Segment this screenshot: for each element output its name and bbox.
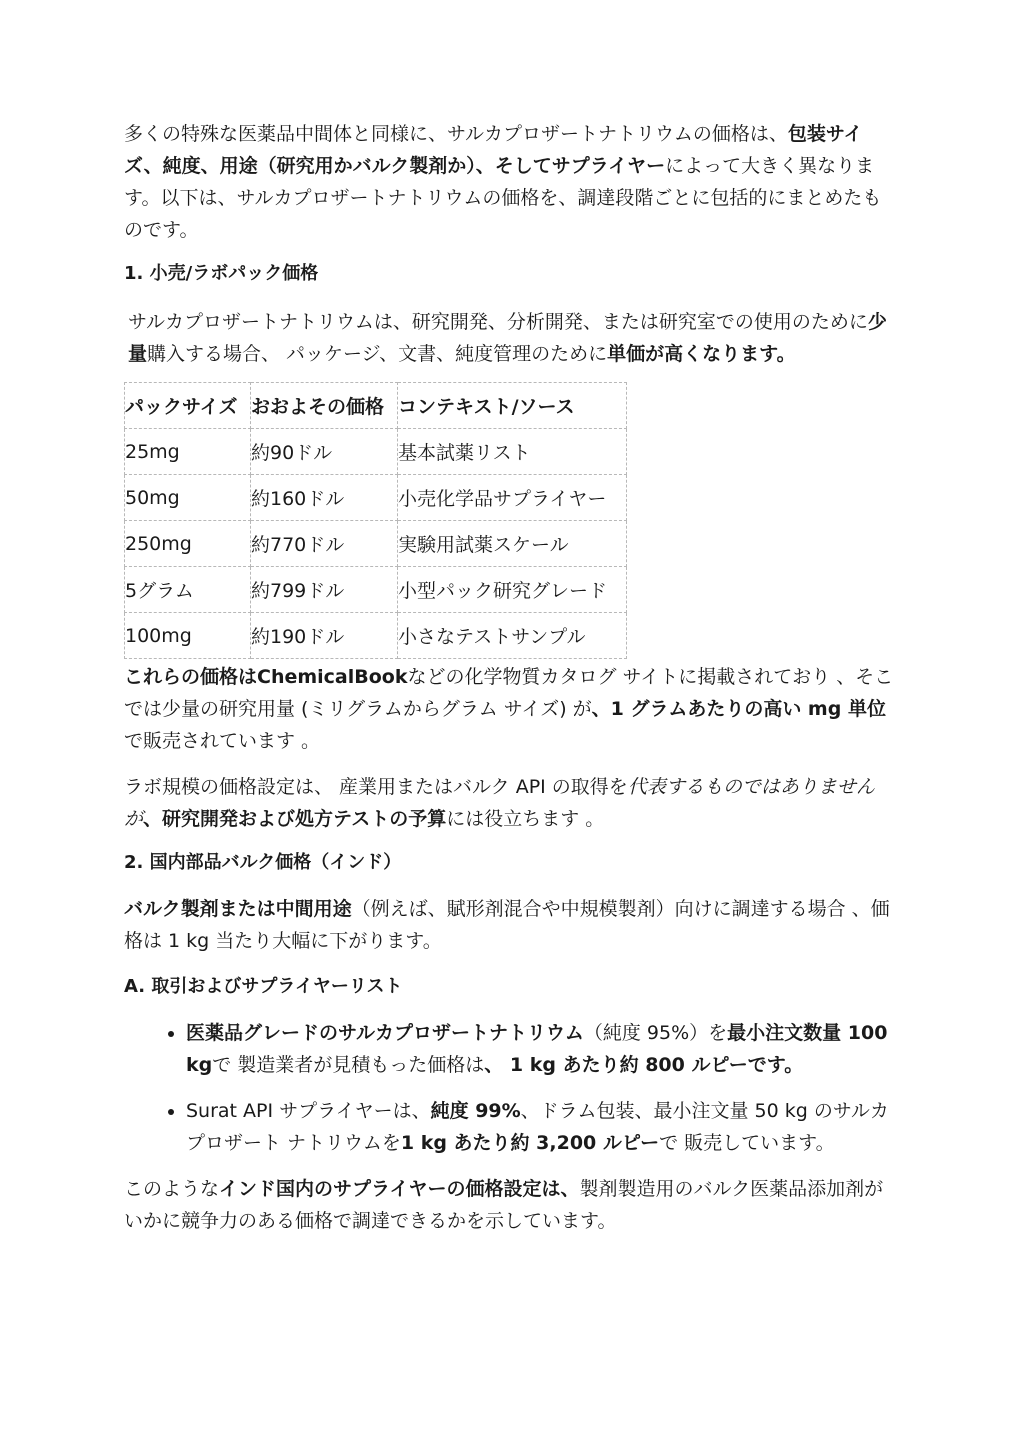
table-header-cell: おおよその価格 (251, 383, 398, 429)
table-row (125, 429, 627, 475)
intro-paragraph: 多くの特殊な医薬品中間体と同様に、サルカプロザートナトリウムの価格は、包装サイズ、純度、用途（研究用かバルク製剤か）、そしてサプライヤーによって大きく異なります。以下は、サルカプロザートナトリウムの価格を、調達段階ごとに包括的にまとめたものです。 (124, 123, 882, 241)
supplier-list (124, 1017, 899, 1159)
table-row (125, 613, 627, 659)
table-cell: 約770ドル (251, 521, 398, 567)
section2-paragraph: バルク製剤または中間用途（例えば、賦形剤混合や中規模製剤）向けに調達する場合 、価格は 1 kg 当たり大幅に下がります。 (124, 898, 890, 952)
table-cell: 約190ドル (251, 613, 398, 659)
table-cell: 約799ドル (251, 567, 398, 613)
table-cell: 小売化学品サプライヤー (398, 475, 627, 521)
section1-heading: 1. 小売/ラボパック価格 (124, 263, 319, 284)
document-page (124, 118, 899, 1237)
table-header-row (125, 383, 627, 429)
table-row (125, 521, 627, 567)
closing-paragraph: このようなインド国内のサプライヤーの価格設定は、製剤製造用のバルク医薬品添加剤がいかに競争力のある価格で調達できるかを示しています。 (124, 1178, 884, 1232)
lab-scale-paragraph: ラボ規模の価格設定は、 産業用またはバルク API の取得を代表するものではありませんが、研究開発および処方テストの予算には役立ちます 。 (124, 776, 875, 830)
table-cell: 50mg (125, 475, 251, 521)
table-cell: 基本試薬リスト (398, 429, 627, 475)
list-item: • Surat API サプライヤーは、純度 99%、ドラム包装、最小注文量 50 kg のサルカプロザート ナトリウムを1 kg あたり約 3,200 ルピーで 販売しています。 (186, 1095, 899, 1159)
section1-paragraph: サルカプロザートナトリウムは、研究開発、分析開発、または研究室での使用のために少量購入する場合、 パッケージ、文書、純度管理のために単価が高くなります。 (128, 311, 887, 365)
table-cell: 約160ドル (251, 475, 398, 521)
table-cell: 小型パック研究グレード (398, 567, 627, 613)
price-table (124, 382, 627, 659)
table-cell: 25mg (125, 429, 251, 475)
table-row (125, 567, 627, 613)
table-cell: 100mg (125, 613, 251, 659)
section2-heading: 2. 国内部品バルク価格（インド） (124, 852, 402, 873)
source-note-paragraph: これらの価格はChemicalBookなどの化学物質カタログ サイトに掲載されており 、そこでは少量の研究用量 (ミリグラムからグラム サイズ) が、1 グラムあたりの高い mg 単位で販売されています 。 (124, 666, 894, 752)
section2-subheading: A. 取引およびサプライヤーリスト (124, 976, 403, 997)
table-header-cell: コンテキスト/ソース (398, 383, 627, 429)
table-cell: 250mg (125, 521, 251, 567)
table-header-cell: パックサイズ (125, 383, 251, 429)
table-cell: 小さなテストサンプル (398, 613, 627, 659)
table-cell: 5グラム (125, 567, 251, 613)
table-row (125, 475, 627, 521)
list-item: • 医薬品グレードのサルカプロザートナトリウム（純度 95%）を最小注文数量 100 kgで 製造業者が見積もった価格は、 1 kg あたり約 800 ルピーです。 (186, 1017, 899, 1081)
table-cell: 実験用試薬スケール (398, 521, 627, 567)
table-cell: 約90ドル (251, 429, 398, 475)
